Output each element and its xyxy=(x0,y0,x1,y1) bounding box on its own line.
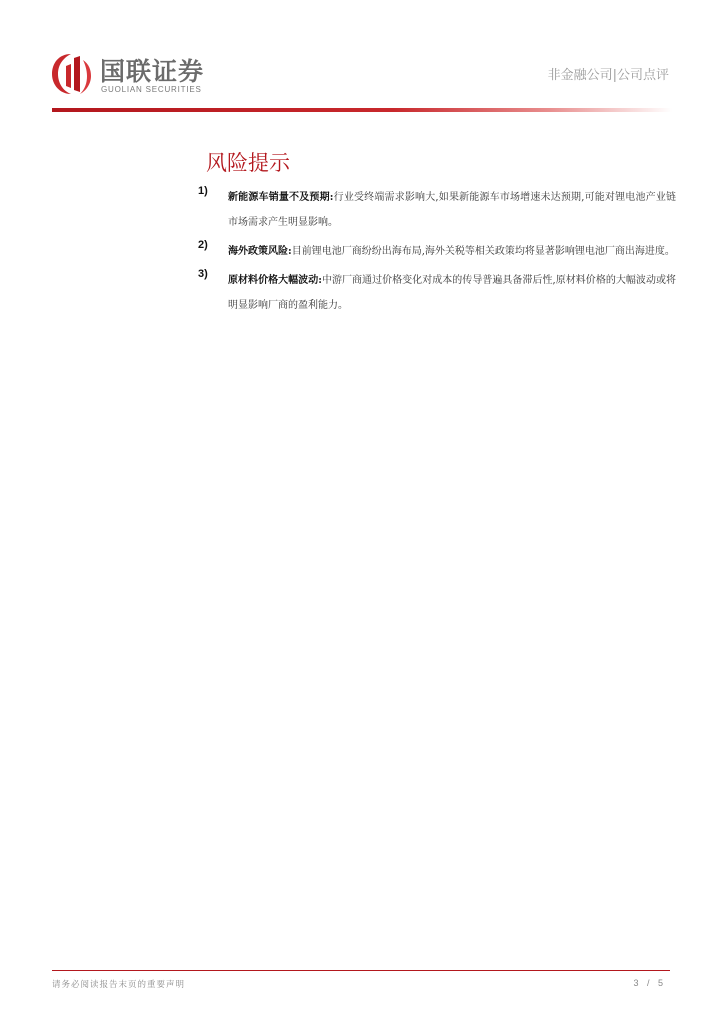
risk-heading: 新能源车销量不及预期: xyxy=(228,192,334,203)
risk-heading: 海外政策风险: xyxy=(228,246,292,257)
risk-text xyxy=(228,185,676,235)
footer-divider xyxy=(52,970,670,971)
risk-body: 目前锂电池厂商纷纷出海布局,海外关税等相关政策均将显著影响锂电池厂商出海进度。 xyxy=(291,246,675,257)
logo-english-name: GUOLIAN SECURITIES xyxy=(101,85,202,94)
logo-chinese-name: 国联证券 xyxy=(100,57,205,86)
section-title: 风险提示 xyxy=(206,151,290,175)
risk-number: 1) xyxy=(198,185,208,197)
risk-body: 行业受终端需求影响大,如果新能源车市场增速未达预期,可能对锂电池产业链市场需求产生明显影响。 xyxy=(228,192,676,228)
company-logo xyxy=(50,52,240,98)
header-divider xyxy=(52,108,672,112)
risk-item xyxy=(198,239,676,264)
risk-number: 2) xyxy=(198,239,208,251)
risk-body: 中游厂商通过价格变化对成本的传导普遍具备滞后性,原材料价格的大幅波动或将明显影响厂商的盈利能力。 xyxy=(228,275,676,311)
risk-list xyxy=(198,185,676,329)
risk-item xyxy=(198,185,676,235)
guolian-logo-icon xyxy=(50,52,92,96)
risk-heading: 原材料价格大幅波动: xyxy=(228,275,322,286)
risk-item xyxy=(198,268,676,318)
risk-text xyxy=(228,268,676,318)
page-number: 3 / 5 xyxy=(633,978,666,988)
disclaimer-note: 请务必阅读报告末页的重要声明 xyxy=(52,980,186,990)
report-category: 非金融公司|公司点评 xyxy=(547,68,669,83)
risk-text xyxy=(228,239,676,264)
risk-number: 3) xyxy=(198,268,208,280)
